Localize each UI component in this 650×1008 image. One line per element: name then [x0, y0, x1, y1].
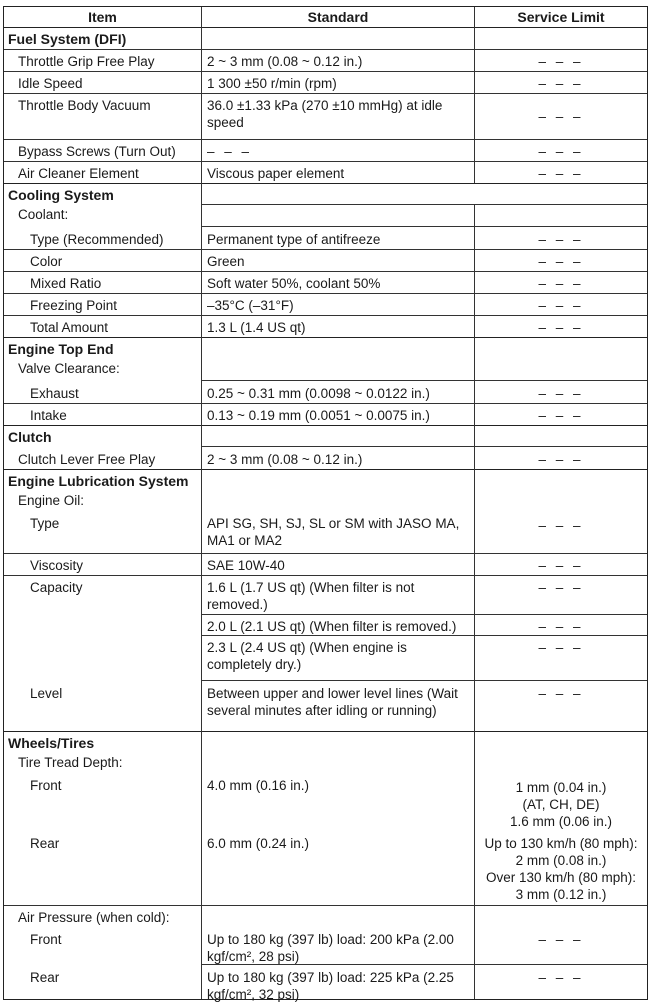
row-limit: – – – — [538, 640, 584, 655]
row-limit: – – – — [538, 386, 584, 401]
section-title: Cooling System — [8, 187, 114, 203]
table-row — [4, 161, 647, 184]
row-standard: API SG, SH, SJ, SL or SM with JASO MA, MA1 or MA2 — [202, 511, 475, 553]
capacity-value: 2.3 L (2.4 US qt) (When engine is completely dry.) — [207, 640, 407, 672]
limit-line: 2 mm (0.08 in.) — [515, 853, 607, 868]
table-row — [4, 833, 647, 906]
section-engine-top-end — [4, 337, 647, 381]
row-limit: – – – — [538, 408, 584, 423]
row-standard: 2 ~ 3 mm (0.08 ~ 0.12 in.) — [202, 447, 475, 469]
row-limit: – – – — [538, 276, 584, 291]
row-standard: – – – — [202, 139, 475, 161]
row-standard: 0.25 ~ 0.31 mm (0.0098 ~ 0.0122 in.) — [202, 381, 475, 403]
row-limit: – – – — [538, 558, 584, 573]
row-standard: 36.0 ±1.33 kPa (270 ±10 mmHg) at idle speed — [202, 93, 475, 139]
limit-line: 1 mm (0.04 in.) — [515, 780, 607, 795]
row-standard: Green — [202, 249, 475, 271]
row-limit: – – – — [538, 109, 584, 124]
group-label: Engine Oil: — [18, 493, 85, 508]
table-row — [4, 447, 647, 470]
table-row — [4, 927, 647, 965]
row-limit: – – – — [538, 254, 584, 269]
row-standard: 2 ~ 3 mm (0.08 ~ 0.12 in.) — [202, 49, 475, 71]
row-item: Front — [4, 927, 202, 965]
row-item: Total Amount — [4, 315, 202, 337]
row-item: Exhaust — [4, 381, 202, 403]
section-fuel-system — [4, 27, 647, 50]
limit-line: Up to 130 km/h (80 mph): — [484, 836, 638, 851]
table-header — [4, 7, 647, 28]
group-label: Tire Tread Depth: — [18, 755, 123, 770]
section-title: Clutch — [4, 425, 202, 447]
row-limit: – – – — [538, 54, 584, 69]
row-limit: – – – — [538, 144, 584, 159]
row-standard: 1 300 ±50 r/min (rpm) — [202, 71, 475, 93]
row-limit: – – – — [538, 320, 584, 335]
limit-line: (AT, CH, DE) — [522, 797, 600, 812]
row-standard: Soft water 50%, coolant 50% — [202, 271, 475, 293]
limit-line: 3 mm (0.12 in.) — [515, 887, 607, 902]
row-standard: 1.3 L (1.4 US qt) — [202, 315, 475, 337]
table-row — [4, 93, 647, 140]
table-row — [4, 681, 647, 732]
table-row — [4, 249, 647, 272]
row-standard: 0.13 ~ 0.19 mm (0.0051 ~ 0.0075 in.) — [202, 403, 475, 425]
row-item: Viscosity — [4, 553, 202, 575]
group-label: Air Pressure (when cold): — [4, 905, 202, 927]
group-label: Valve Clearance: — [18, 361, 120, 376]
row-standard: Permanent type of antifreeze — [202, 227, 475, 249]
group-air-pressure — [4, 905, 647, 927]
row-standard: –35°C (–31°F) — [202, 293, 475, 315]
table-row — [4, 315, 647, 338]
row-limit: – – – — [538, 686, 584, 701]
row-item: Throttle Grip Free Play — [4, 49, 202, 71]
section-cooling-system — [4, 183, 647, 227]
capacity-value: 1.6 L (1.7 US qt) (When filter is not removed.) — [202, 575, 474, 615]
row-standard: Up to 180 kg (397 lb) load: 200 kPa (2.00 kgf/cm², 28 psi) — [202, 927, 475, 965]
row-item: Air Cleaner Element — [4, 161, 202, 183]
table-row — [4, 553, 647, 576]
capacity-value: 2.0 L (2.1 US qt) (When filter is removed.) — [202, 615, 474, 636]
row-limit: – – – — [538, 232, 584, 247]
row-limit: – – – — [538, 518, 584, 533]
row-item: Idle Speed — [4, 71, 202, 93]
row-item: Level — [4, 681, 202, 731]
limit-line: Over 130 km/h (80 mph): — [485, 870, 637, 885]
table-row — [4, 965, 647, 1002]
table-row — [4, 513, 647, 554]
row-standard: Between upper and lower level lines (Wait several minutes after idling or running) — [202, 681, 475, 731]
table-row — [4, 775, 647, 833]
row-item: Rear — [4, 965, 202, 999]
row-item: Front — [4, 773, 202, 833]
section-title: Fuel System (DFI) — [4, 27, 202, 49]
row-standard: 4.0 mm (0.16 in.) — [202, 773, 475, 833]
table-row — [4, 139, 647, 162]
header-item: Item — [4, 7, 202, 27]
row-standard: SAE 10W-40 — [202, 553, 475, 575]
row-limit: – – – — [475, 575, 647, 615]
row-item: Freezing Point — [4, 293, 202, 315]
table-row-capacity — [4, 575, 647, 681]
row-limit: – – – — [538, 932, 584, 947]
table-row — [4, 271, 647, 294]
group-label: Coolant: — [18, 207, 69, 222]
row-standard: 6.0 mm (0.24 in.) — [202, 831, 475, 905]
row-limit: – – – — [538, 76, 584, 91]
row-item: Intake — [4, 403, 202, 425]
row-limit: – – – — [538, 970, 584, 985]
row-limit: – – – — [475, 615, 647, 636]
row-item: Type — [4, 511, 202, 553]
header-standard: Standard — [202, 7, 475, 27]
row-item: Capacity — [4, 575, 202, 681]
section-clutch — [4, 425, 647, 447]
row-limit: – – – — [538, 166, 584, 181]
table-row — [4, 403, 647, 426]
section-title: Engine Lubrication System — [8, 473, 189, 489]
table-row — [4, 71, 647, 94]
limit-line: 1.6 mm (0.06 in.) — [509, 814, 613, 829]
section-title: Engine Top End — [8, 341, 114, 357]
row-item: Clutch Lever Free Play — [4, 447, 202, 469]
table-row — [4, 381, 647, 404]
header-service-limit: Service Limit — [517, 9, 605, 25]
section-wheels-tires — [4, 731, 647, 775]
table-row — [4, 293, 647, 316]
row-item: Type (Recommended) — [4, 227, 202, 249]
row-item: Bypass Screws (Turn Out) — [4, 139, 202, 161]
row-item: Mixed Ratio — [4, 271, 202, 293]
row-standard: Viscous paper element — [202, 161, 475, 183]
row-limit: – – – — [538, 298, 584, 313]
row-standard: Up to 180 kg (397 lb) load: 225 kPa (2.25 kgf/cm², 32 psi) — [202, 965, 475, 999]
table-row — [4, 227, 647, 250]
section-title: Wheels/Tires — [8, 735, 95, 751]
row-item: Color — [4, 249, 202, 271]
section-engine-lubrication — [4, 469, 647, 513]
row-item: Rear — [4, 831, 202, 905]
table-row — [4, 49, 647, 72]
row-item: Throttle Body Vacuum — [4, 93, 202, 139]
spec-table — [3, 6, 648, 1000]
row-limit: – – – — [538, 452, 584, 467]
